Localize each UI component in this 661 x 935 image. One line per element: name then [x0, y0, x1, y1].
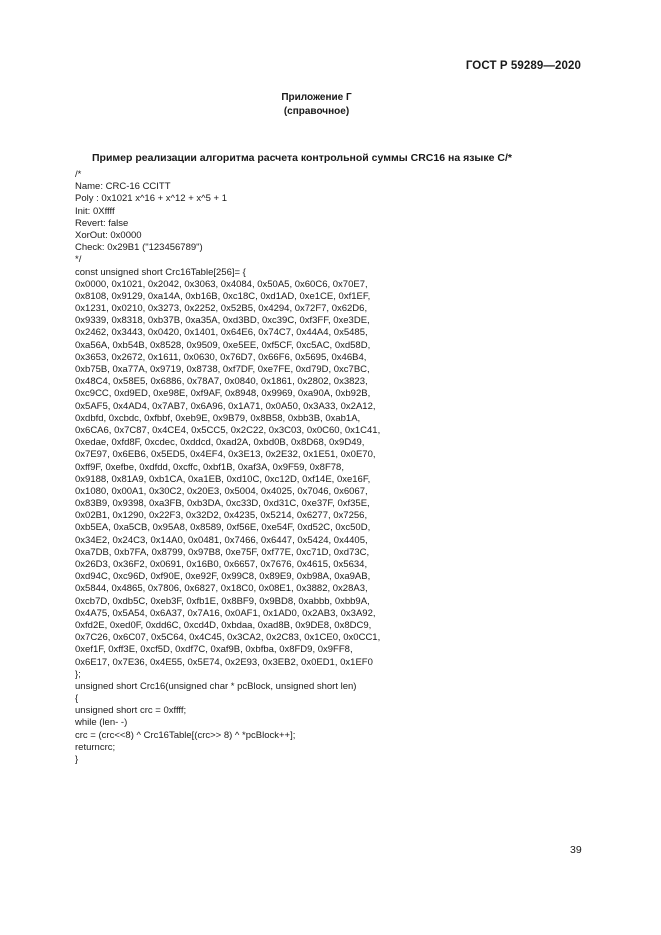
code-line: 0x26D3, 0x36F2, 0x0691, 0x16B0, 0x6657, 0x7676, 0x4615, 0x5634, — [75, 559, 368, 570]
code-line: 0xd94C, 0xc96D, 0xf90E, 0xe92F, 0x99C8, 0x89E9, 0xb98A, 0xa9AB, — [75, 571, 371, 583]
code-line: 0x6CA6, 0x7C87, 0x4CE4, 0x5CC5, 0x2C22, 0x3C03, 0x0C60, 0x1C41, — [75, 424, 381, 436]
code-line: 0xcb7D, 0xdb5C, 0xeb3F, 0xfb1E, 0x8BF9, 0x9BD8, 0xabbb, 0xbb9A, — [75, 595, 370, 607]
code-line: unsigned short Crc16(unsigned char * pcBlock, unsigned short len) — [75, 680, 357, 692]
section-heading: Пример реализации алгоритма расчета контрольной суммы CRC16 на языке С/* — [92, 152, 512, 164]
code-line: 0x6E17, 0x7E36, 0x4E55, 0x5E74, 0x2E93, 0x3EB2, 0x0ED1, 0x1EF0 — [75, 656, 373, 668]
code-line: Init: 0Xffff — [75, 205, 115, 217]
code-line: 0x48C4, 0x58E5, 0x6886, 0x78A7, 0x0840, 0x1861, 0x2802, 0x3823, — [75, 376, 368, 388]
code-line: 0x7E97, 0x6EB6, 0x5ED5, 0x4EF4, 0x3E13, 0x2E32, 0x1E51, 0x0E70, — [75, 449, 376, 461]
code-line: 0xc9CC, 0xd9ED, 0xe98E, 0xf9AF, 0x8948, 0x9969, 0xa90A, 0xb92B, — [75, 388, 371, 400]
standard-designation: ГОСТ Р 59289—2020 — [465, 60, 581, 72]
code-line: 0x1080, 0x00A1, 0x30C2, 0x20E3, 0x5004, 0x4025, 0x7046, 0x6067, — [75, 485, 368, 497]
code-line: 0x3653, 0x2672, 0x1611, 0x0630, 0x76D7, 0x66F6, 0x5695, 0x46B4, — [75, 351, 367, 363]
code-line: unsigned short crc = 0xffff; — [75, 705, 187, 717]
code-line: 0xfd2E, 0xed0F, 0xdd6C, 0xcd4D, 0xbdaa, 0xad8B, 0x9DE8, 0x8DC9, — [75, 619, 372, 631]
page-number: 39 — [570, 844, 582, 856]
code-line: Check: 0x29B1 ("123456789") — [75, 242, 203, 254]
code-line: 0xb5EA, 0xa5CB, 0x95A8, 0x8589, 0xf56E, 0xe54F, 0xd52C, 0xc50D, — [75, 522, 371, 534]
code-line: 0x0000, 0x1021, 0x2042, 0x3063, 0x4084, 0x50A5, 0x60C6, 0x70E7, — [75, 278, 368, 290]
code-line: Poly : 0x1021 x^16 + x^12 + x^5 + 1 — [75, 193, 228, 205]
code-line: 0xef1F, 0xff3E, 0xcf5D, 0xdf7C, 0xaf9B, 0xbfba, 0x8FD9, 0x9FF8, — [75, 644, 353, 656]
code-line: 0xa56A, 0xb54B, 0x8528, 0x9509, 0xe5EE, 0xf5CF, 0xc5AC, 0xd58D, — [75, 339, 371, 351]
appendix-block — [0, 91, 661, 119]
code-line: while (len- -) — [75, 717, 128, 729]
code-line: 0xdbfd, 0xcbdc, 0xfbbf, 0xeb9E, 0x9B79, 0x8B58, 0xbb3B, 0xab1A, — [75, 412, 361, 424]
code-line: crc = (crc<<8) ^ Crc16Table[(crc>> 8) ^ *pcBlock++]; — [75, 729, 296, 741]
code-line: 0xedae, 0xfd8F, 0xcdec, 0xddcd, 0xad2A, 0xbd0B, 0x8D68, 0x9D49, — [75, 437, 365, 449]
code-line: { — [75, 693, 79, 705]
code-line: 0x02B1, 0x1290, 0x22F3, 0x32D2, 0x4235, 0x5214, 0x6277, 0x7256, — [75, 510, 368, 522]
code-line: XorOut: 0x0000 — [75, 229, 142, 241]
appendix-title: Приложение Г — [281, 92, 352, 103]
code-line: 0x83B9, 0x9398, 0xa3FB, 0xb3DA, 0xc33D, 0xd31C, 0xe37F, 0xf35E, — [75, 498, 370, 510]
code-line: 0xff9F, 0xefbe, 0xdfdd, 0xcffc, 0xbf1B, 0xaf3A, 0x9F59, 0x8F78, — [75, 461, 344, 473]
code-line: */ — [75, 254, 82, 266]
appendix-subtitle: (справочное) — [283, 106, 350, 117]
code-line: const unsigned short Crc16Table[256]= { — [75, 266, 246, 278]
code-line: 0x8108, 0x9129, 0xa14A, 0xb16B, 0xc18C, 0xd1AD, 0xe1CE, 0xf1EF, — [75, 290, 371, 302]
code-line: }; — [75, 668, 81, 680]
code-listing — [75, 169, 615, 766]
code-line: 0x1231, 0x0210, 0x3273, 0x2252, 0x52B5, 0x4294, 0x72F7, 0x62D6, — [75, 303, 368, 315]
code-line: 0xa7DB, 0xb7FA, 0x8799, 0x97B8, 0xe75F, 0xf77E, 0xc71D, 0xd73C, — [75, 546, 370, 558]
code-line: 0x9339, 0x8318, 0xb37B, 0xa35A, 0xd3BD, 0xc39C, 0xf3FF, 0xe3DE, — [75, 315, 370, 327]
code-line: 0x5AF5, 0x4AD4, 0x7AB7, 0x6A96, 0x1A71, 0x0A50, 0x3A33, 0x2A12, — [75, 400, 376, 412]
code-line: /* — [75, 169, 82, 180]
code-line: 0x7C26, 0x6C07, 0x5C64, 0x4C45, 0x3CA2, 0x2C83, 0x1CE0, 0x0CC1, — [75, 632, 381, 644]
code-line: 0x4A75, 0x5A54, 0x6A37, 0x7A16, 0x0AF1, 0x1AD0, 0x2AB3, 0x3A92, — [75, 607, 376, 619]
code-line: 0x2462, 0x3443, 0x0420, 0x1401, 0x64E6, 0x74C7, 0x44A4, 0x5485, — [75, 327, 368, 339]
code-line: Name: CRC-16 CCITT — [75, 181, 171, 193]
code-line: returncrc; — [75, 741, 116, 753]
code-line: Revert: false — [75, 217, 129, 229]
code-line: } — [75, 754, 79, 765]
code-line: 0x34E2, 0x24C3, 0x14A0, 0x0481, 0x7466, 0x6447, 0x5424, 0x4405, — [75, 534, 368, 546]
code-line: 0x9188, 0x81A9, 0xb1CA, 0xa1EB, 0xd10C, 0xc12D, 0xf14E, 0xe16F, — [75, 473, 371, 485]
code-line: 0x5844, 0x4865, 0x7806, 0x6827, 0x18C0, 0x08E1, 0x3882, 0x28A3, — [75, 583, 368, 595]
code-line: 0xb75B, 0xa77A, 0x9719, 0x8738, 0xf7DF, 0xe7FE, 0xd79D, 0xc7BC, — [75, 364, 370, 375]
